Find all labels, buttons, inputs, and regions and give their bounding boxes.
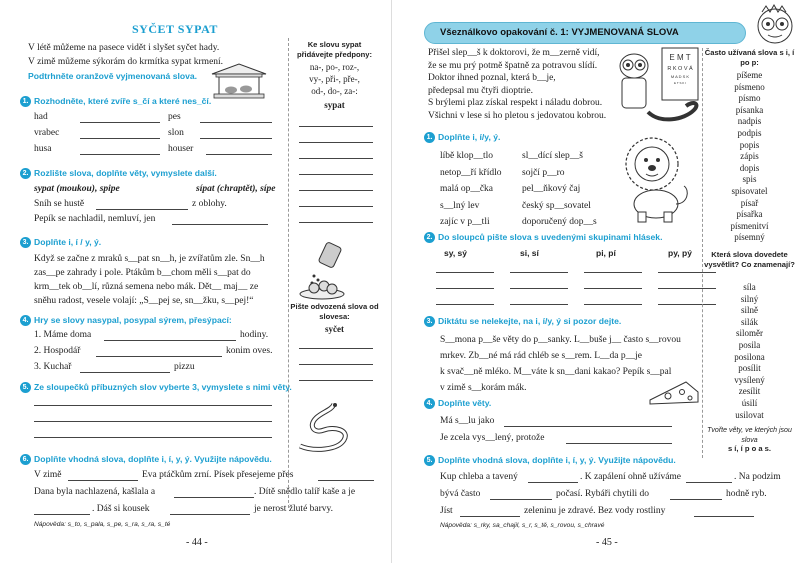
sidebar-title: Často užívaná slova s i, í po p:	[704, 48, 795, 67]
s3-line: zas__pe zahrady i pole. Ptákům b__chom měli s__pat do	[34, 268, 251, 278]
sidebar-word: písař	[740, 197, 759, 208]
s6-line-1: V zimě	[34, 470, 62, 480]
sidebar-line[interactable]	[299, 348, 373, 349]
r-section-2-title: 2. Do sloupců pište slova s uvedenými skupinami hlásek.	[424, 232, 662, 243]
s4-line-1: 1. Máme doma	[34, 330, 92, 340]
r-section-5-title: 5. Doplňte vhodná slova, doplňte i, í, y, ý. Využijte nápovědu.	[424, 455, 676, 466]
page-number: - 45 -	[596, 537, 618, 548]
answer-line[interactable]	[96, 209, 188, 210]
page-number: - 44 -	[186, 537, 208, 548]
s1-right-col	[522, 148, 597, 231]
sidebar-word: zápis	[740, 151, 759, 162]
sidebar-word: písařka	[736, 209, 763, 220]
s6-line-2-end: . Dítě snědlo talíř kaše a je	[254, 487, 356, 497]
right-page	[400, 0, 800, 563]
s2-pair-sypat: sypat (moukou), spipe	[34, 184, 120, 194]
r-section-4-title: 4. Doplňte věty.	[424, 398, 491, 409]
word-pes: pes	[168, 112, 181, 122]
sidebar-word: silák	[741, 316, 758, 327]
phrase: netop__ří křídlo	[440, 167, 502, 178]
sidebar-title: Ke slovu sypat přidávejte předpony:	[296, 40, 373, 59]
sidebar-line[interactable]	[299, 222, 373, 223]
answer-line[interactable]	[34, 514, 90, 515]
s4-line-2: 2. Hospodář	[34, 346, 81, 356]
r-s5-l3a: Jíst	[440, 506, 453, 516]
col-header: pi, pí	[596, 248, 616, 258]
answer-line[interactable]	[510, 288, 568, 289]
sidebar-line[interactable]	[299, 206, 373, 207]
poem-line: že se mu prý potmě špatně za potravou slídí.	[428, 60, 598, 71]
intro-line-2: V zimě můžeme sýkorám do krmítka sypat krmení.	[28, 57, 224, 67]
s2-line-3: Pepík se nachladil, nemluví, jen	[34, 214, 156, 224]
r-s3-text	[440, 332, 681, 396]
s4-line-1-end: hodiny.	[240, 330, 269, 340]
section-1-title: 1. Rozhodněte, které zvíře s_čí a které nes_čí.	[20, 96, 211, 107]
sidebar-line[interactable]	[299, 380, 373, 381]
prefix-line: od-, do-, za-:	[311, 86, 358, 96]
phrase: zajíc v p__tli	[440, 217, 490, 227]
sidebar-word: siloměr	[736, 328, 763, 339]
col-header: py, pý	[668, 248, 692, 258]
sidebar-word: písemný	[734, 232, 765, 243]
col-header: si, sí	[520, 248, 539, 258]
poem-line: Všichni v lese si ho pletou s jedovatou kobrou.	[428, 110, 607, 121]
answer-line[interactable]	[80, 122, 160, 123]
section-4-title: 4. Hry se slovy nasypal, posypal sýrem, přesýpací:	[20, 315, 232, 326]
sidebar-title-2: Která slova dovedete vysvětlit? Co znamenají?	[704, 250, 795, 269]
answer-line[interactable]	[584, 304, 642, 305]
page-title: SYČET SYPAT	[132, 22, 218, 36]
sidebar-word: posílit	[738, 363, 761, 374]
sidebar-title-2: Pište odvozená slova od slovesa:	[290, 302, 379, 321]
sidebar-word: popis	[739, 139, 760, 150]
doctor-snake-illustration	[614, 46, 700, 128]
sidebar-word: úsilí	[741, 398, 758, 408]
answer-line[interactable]	[670, 499, 722, 500]
s4-line-3: 3. Kuchař	[34, 362, 72, 372]
s2-line-2-end: z oblohy.	[192, 199, 227, 209]
poem-line: Přišel slep__š k doktorovi, že m__zerně vidí,	[428, 48, 600, 58]
sidebar-word: píšeme	[736, 70, 763, 80]
s3-text	[34, 252, 265, 308]
left-page	[0, 0, 392, 563]
answer-line[interactable]	[80, 138, 160, 139]
word-vrabec: vrabec	[34, 128, 60, 138]
r-s5-l1b: . K zapálení ohně užíváme	[580, 472, 682, 482]
sidebar-word: písanka	[735, 104, 764, 115]
answer-line[interactable]	[510, 272, 568, 273]
phrase: sl__dící slep__š	[522, 151, 583, 161]
s6-line-1-mid: Eva ptáčkům zrní. Písek přesejeme přes	[142, 470, 294, 480]
sidebar-line[interactable]	[299, 190, 373, 191]
poem-line: Doktor ihned poznal, která b__je,	[428, 73, 556, 83]
snake-illustration	[294, 400, 354, 452]
answer-line[interactable]	[584, 272, 642, 273]
answer-line[interactable]	[68, 480, 138, 481]
s4-line-2-end: konim oves.	[226, 346, 273, 356]
r-section-3-title: 3. Diktátu se nelekejte, na i, í/y, ý si pozor dejte.	[424, 316, 621, 327]
answer-line[interactable]	[694, 516, 754, 517]
s3-line: sněhu radost, vesele volají: „S__pej se, sn__žku, s__pej!“	[34, 296, 254, 306]
sidebar-word: dopis	[739, 162, 760, 173]
word-slon: slon	[168, 128, 184, 138]
answer-line[interactable]	[436, 304, 494, 305]
r-s5-l2c: hodně ryb.	[726, 489, 767, 499]
phrase: doporučený dop__s	[522, 217, 597, 227]
sidebar-word: síla	[743, 282, 756, 292]
sidebar-word: písmenitví	[730, 220, 769, 231]
r-s4-line-1: Má s__lu jako	[440, 416, 495, 426]
answer-line[interactable]	[686, 482, 732, 483]
s3-line: Když se začne z mraků s__pat sn__h, je zvířatům zle. Sn__h	[34, 254, 265, 264]
s6-line-3-end: je nerost žluté barvy.	[254, 504, 334, 514]
word-husa: husa	[34, 144, 52, 154]
phrase: sojčí p__ro	[522, 167, 565, 178]
sidebar-word: usilovat	[735, 409, 764, 420]
sidebar-word-sypat: sypat	[324, 100, 345, 110]
eye-chart-row: R K O V Á	[667, 66, 693, 72]
answer-line[interactable]	[504, 426, 672, 427]
phrase: pel__ňkový čaj	[522, 184, 581, 194]
answer-line[interactable]	[104, 340, 236, 341]
answer-line[interactable]	[34, 421, 272, 422]
s2-line-2: Sníh se hustě	[34, 199, 85, 209]
answer-line[interactable]	[172, 224, 268, 225]
word-houser: houser	[168, 144, 194, 154]
answer-line[interactable]	[460, 516, 520, 517]
sidebar-line[interactable]	[299, 364, 373, 365]
phrase: líbě klop__tlo	[440, 151, 494, 161]
section-2-title: 2. Rozlište slova, doplňte věty, vymyslete další.	[20, 168, 217, 179]
answer-line[interactable]	[80, 372, 170, 373]
sidebar-word: nadpis	[737, 116, 762, 127]
sidebar-note: Tvořte věty, ve kterých jsou slova	[707, 427, 792, 444]
prefix-line: na-, po-, roz-,	[309, 62, 360, 72]
sidebar-word: zesílit	[738, 386, 761, 397]
s3-line: krm__tek ob__lí, různá semena nebo mák. Dět__ maj__ ze	[34, 282, 259, 292]
answer-line[interactable]	[528, 482, 578, 483]
sidebar-word: písmo	[738, 93, 761, 104]
intro-poem	[428, 47, 606, 122]
s2-pair-sipat: sípat (chraptět), sípe	[196, 184, 276, 194]
dictation-line: S__mona p__še věty do p__sanky. L__buše j__ často s__rovou	[440, 335, 681, 345]
sidebar	[702, 48, 796, 458]
sidebar-word: spisovatel	[731, 186, 768, 196]
col-header: sy, sý	[444, 248, 468, 258]
dictation-line: v zimě s__korám mák.	[440, 383, 527, 393]
sidebar-word: silně	[741, 305, 758, 316]
task-underline: Podtrhněte oranžově vyjmenovaná slova.	[28, 71, 198, 81]
hint: Nápověda: s_rky, sa_chajil, s_r, s_tě, s_rovou, s_chravé	[440, 522, 605, 529]
sidebar-word: silný	[740, 293, 759, 304]
word-had: had	[34, 112, 48, 122]
r-s5-l3b: zeleninu je zdravé. Bez vody rostliny	[524, 506, 666, 516]
bird-feeder-illustration	[206, 62, 272, 102]
lion-illustration	[616, 134, 694, 224]
answer-line[interactable]	[510, 304, 568, 305]
r-s4-line-2: Je zcela vys__lený, protože	[440, 433, 545, 443]
answer-line[interactable]	[584, 288, 642, 289]
salt-shaker-illustration	[294, 240, 350, 304]
phrase: český sp__sovatel	[522, 200, 591, 211]
section-5-title: 5. Ze sloupečků příbuzných slov vyberte 3, vymyslete s nimi věty.	[20, 382, 292, 393]
intro-line-1: V létě můžeme na pasece vidět i slyšet syčet hady.	[28, 43, 220, 53]
r-s5-l2b: počasí. Rybáři chytili do	[556, 489, 650, 499]
answer-line[interactable]	[490, 499, 552, 500]
answer-line[interactable]	[200, 138, 272, 139]
answer-line[interactable]	[80, 154, 160, 155]
answer-line[interactable]	[206, 154, 272, 155]
eye-chart-row: E T S K I	[674, 81, 686, 85]
sidebar-word: posilona	[734, 351, 765, 362]
sidebar-word: podpis	[737, 128, 762, 138]
eye-chart-row: E M T	[669, 53, 691, 62]
answer-line[interactable]	[174, 497, 254, 498]
sidebar-word-sycet: syčet	[325, 324, 344, 334]
answer-line[interactable]	[566, 443, 672, 444]
answer-line[interactable]	[200, 122, 272, 123]
cheese-illustration	[646, 376, 702, 406]
r-s5-l2a: bývá často	[440, 489, 481, 499]
sidebar-line[interactable]	[299, 142, 373, 143]
header-title: Všeználkovo opakování č. 1: VYJMENOVANÁ SLOVA	[440, 27, 679, 38]
section-3-title: 3. Doplňte i, í / y, ý.	[20, 237, 101, 248]
answer-line[interactable]	[436, 288, 494, 289]
section-6-title: 6. Doplňte vhodná slova, doplňte i, í, y, ý. Využijte nápovědu.	[20, 454, 272, 465]
answer-line[interactable]	[34, 437, 272, 438]
sidebar-word: vysílený	[734, 374, 765, 385]
s6-line-2: Dana byla nachlazená, kašlala a	[34, 487, 156, 497]
sidebar-word: spis	[742, 174, 757, 185]
poem-line: předepsal mu čtyři dioptrie.	[428, 85, 533, 96]
answer-line[interactable]	[34, 405, 272, 406]
eye-chart-row: M A D S K	[670, 74, 690, 79]
hint: Nápověda: s_to, s_pala, s_pe, s_ra, s_ra, s_té	[34, 521, 171, 528]
mascot-face-icon	[754, 2, 796, 46]
s6-line-3: . Dáš si kousek	[92, 504, 150, 514]
phrase: s__lný lev	[440, 200, 480, 211]
sidebar-line[interactable]	[299, 126, 373, 127]
sidebar-word: posila	[738, 340, 761, 350]
sidebar-line[interactable]	[299, 174, 373, 175]
phrase: malá op__čka	[440, 184, 494, 194]
answer-line[interactable]	[436, 272, 494, 273]
answer-line[interactable]	[96, 356, 222, 357]
sidebar-word: písmeno	[734, 81, 765, 92]
dictation-line: k svač__ně mléko. M__váte k sn__dani kakao? Pepík s__pal	[440, 367, 672, 377]
s4-line-3-end: pizzu	[174, 362, 195, 372]
sidebar-line[interactable]	[299, 158, 373, 159]
r-s5-l1c: . Na podzim	[734, 472, 781, 482]
r-s5-l1a: Kup chleba a tavený	[440, 472, 518, 482]
poem-line: S brýlemi plaz získal respekt i náladu dobrou.	[428, 98, 603, 108]
prefix-line: vy-, při-, pře-,	[309, 74, 360, 84]
sidebar-note-2: s í, í p o a s.	[727, 444, 772, 453]
s1-left-col	[440, 148, 501, 231]
answer-line[interactable]	[170, 514, 250, 515]
dictation-line: mrkev. Zb__né má rád chléb se s__rem. L__da p__je	[440, 351, 642, 361]
r-section-1-title: 1. Doplňte i, í/y, ý.	[424, 132, 500, 143]
